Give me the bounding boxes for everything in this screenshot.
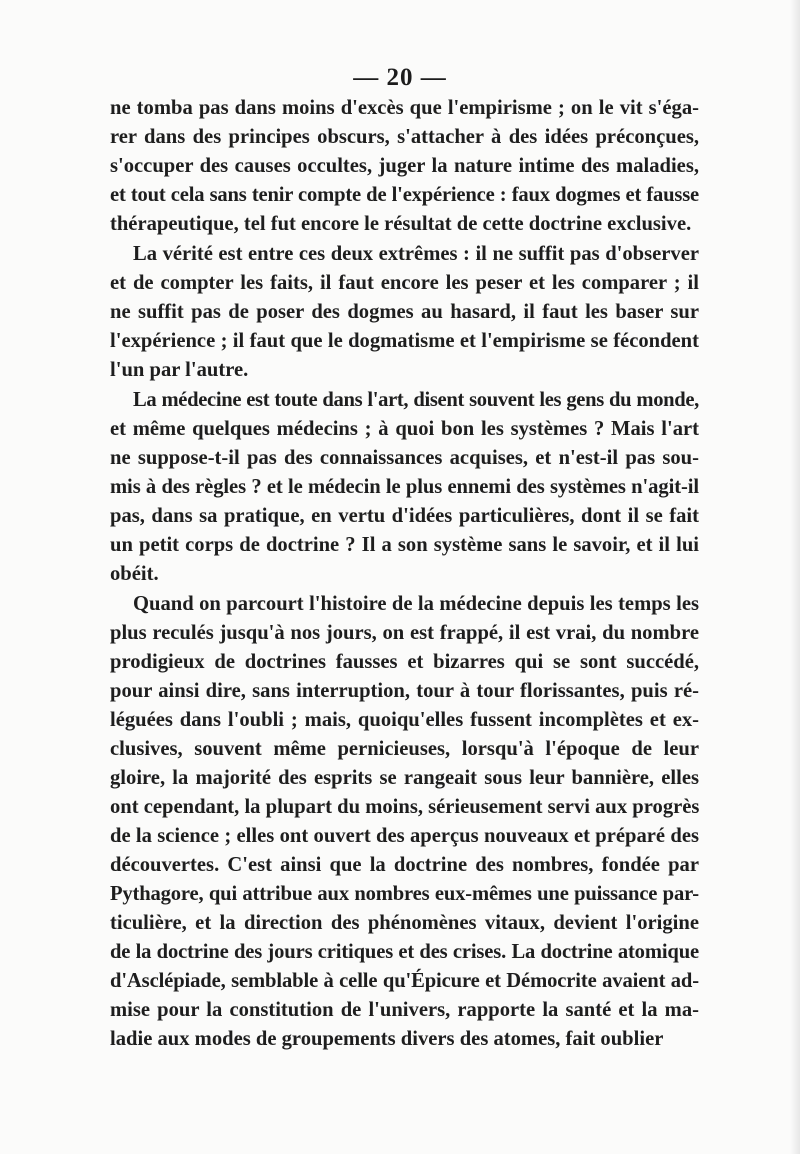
text-line: et tout cela sans tenir compte de l'expérience : faux dogmes et fausse [110, 184, 699, 206]
text-line: gloire, la majorité des esprits se rangeait sous leur bannière, elles [110, 767, 699, 789]
paragraph [110, 590, 699, 1054]
body-text [110, 94, 699, 1054]
text-line: ont cependant, la plupart du moins, sérieusement servi aux progrès [110, 796, 700, 818]
text-line: Pythagore, qui attribue aux nombres eux-mêmes une puissance par- [110, 883, 699, 905]
text-line: ne suffit pas de poser des dogmes au hasard, il faut les baser sur [110, 301, 699, 323]
text-line: pas, dans sa pratique, en vertu d'idées particulières, dont il se fait [110, 505, 699, 527]
paragraph [110, 386, 699, 589]
text-line: clusives, souvent même pernicieuses, lorsqu'à l'époque de leur [110, 738, 699, 760]
text-line: s'occuper des causes occultes, juger la nature intime des maladies, [110, 155, 699, 177]
text-line: ticulière, et la direction des phénomènes vitaux, devient l'origine [110, 912, 699, 934]
text-line: un petit corps de doctrine ? Il a son système sans le savoir, et il lui [110, 534, 699, 556]
text-line: léguées dans l'oubli ; mais, quoiqu'elles fussent incomplètes et ex- [110, 709, 699, 731]
text-line: Quand on parcourt l'histoire de la médecine depuis les temps les [133, 593, 699, 615]
text-line: mis à des règles ? et le médecin le plus ennemi des systèmes n'agit-il [110, 476, 699, 498]
text-line: de la science ; elles ont ouvert des aperçus nouveaux et préparé des [110, 825, 699, 847]
text-line: et de compter les faits, il faut encore les peser et les comparer ; il [110, 272, 699, 294]
text-line: découvertes. C'est ainsi que la doctrine des nombres, fondée par [110, 854, 699, 876]
text-line: rer dans des principes obscurs, s'attacher à des idées préconçues, [110, 126, 699, 148]
text-line: La vérité est entre ces deux extrêmes : il ne suffit pas d'observer [133, 243, 699, 265]
text-line: et même quelques médecins ; à quoi bon les systèmes ? Mais l'art [110, 418, 699, 440]
text-line: ne suppose-t-il pas des connaissances acquises, et n'est-il pas sou- [110, 447, 699, 469]
text-line: La médecine est toute dans l'art, disent souvent les gens du monde, [133, 389, 699, 411]
text-line: pour ainsi dire, sans interruption, tour à tour florissantes, puis ré- [110, 680, 699, 702]
paragraph [110, 94, 699, 239]
page-number: — 20 — [353, 64, 447, 91]
page-edge-shadow [790, 0, 800, 1154]
text-line: ne tomba pas dans moins d'excès que l'empirisme ; on le vit s'éga- [110, 97, 699, 119]
text-line: l'expérience ; il faut que le dogmatisme et l'empirisme se fécondent [110, 330, 699, 352]
text-line: obéit. [110, 563, 159, 585]
text-line: de la doctrine des jours critiques et des crises. La doctrine atomique [110, 941, 699, 963]
paragraph [110, 240, 699, 385]
text-line: ladie aux modes de groupements divers des atomes, fait oublier [110, 1028, 664, 1050]
text-line: plus reculés jusqu'à nos jours, on est frappé, il est vrai, du nombre [110, 622, 699, 644]
text-line: prodigieux de doctrines fausses et bizarres qui se sont succédé, [110, 651, 699, 673]
text-line: l'un par l'autre. [110, 359, 249, 381]
text-line: thérapeutique, tel fut encore le résultat de cette doctrine exclusive. [110, 213, 692, 235]
text-line: mise pour la constitution de l'univers, rapporte la santé et la ma- [110, 999, 699, 1021]
text-line: d'Asclépiade, semblable à celle qu'Épicure et Démocrite avaient ad- [110, 970, 699, 992]
